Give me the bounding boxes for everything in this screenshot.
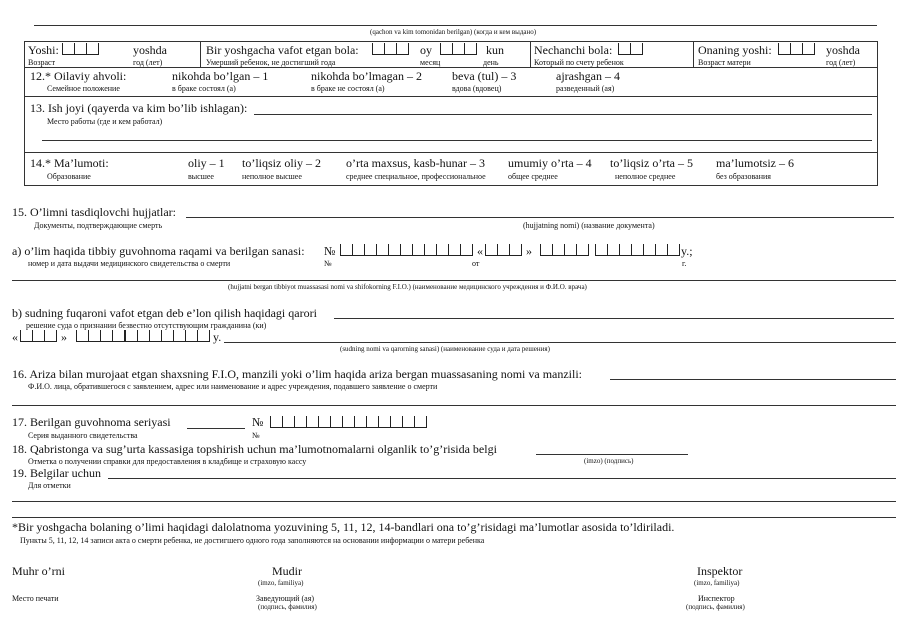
s18-sign-line[interactable] [536,454,688,455]
s15a-number-boxes[interactable] [340,244,473,256]
footnote-ru: Пункты 5, 11, 12, 14 записи акта о смерти ребенка, не достигшего одного года заполняются на основании информации о матери ребенка [20,536,485,545]
s12-label: 12.* Oilaviy ahvoli: [30,69,127,83]
s15a-day-boxes[interactable] [485,244,522,256]
age-label: Yoshi: [28,43,59,57]
head-label-ru: Заведующий (ая) [256,594,315,603]
inspector-label-ru: Инспектор [698,594,735,603]
inspector-label: Inspektor [697,564,743,578]
seal-label-ru: Место печати [12,594,59,603]
s14-opt-5[interactable]: to’liqsiz o’rta – 5 [610,156,693,170]
s14-opt-3[interactable]: o’rta maxsus, kasb-hunar – 3 [346,156,485,170]
mother-age-boxes[interactable] [778,43,815,55]
footnote-rule [12,517,896,518]
infant-label: Bir yoshgacha vafot etgan bola: [206,43,359,57]
s15b-month-boxes[interactable] [76,330,125,342]
age-boxes[interactable] [62,43,99,55]
s19-label: 19. Belgilar uchun [12,466,101,480]
s16-input-line-2[interactable] [12,405,896,406]
s15-label: 15. O’limni tasdiqlovchi hujjatlar: [12,205,176,219]
s15b-day-boxes[interactable] [20,330,57,342]
s17-label: 17. Berilgan guvohnoma seriyasi [12,415,171,429]
s15-doc-line[interactable] [186,217,894,218]
s15b-year-boxes[interactable] [125,330,210,342]
issued-caption: (qachon va kim tomonidan berilgan) (когда и кем выдано) [370,28,537,36]
footnote: *Bir yoshgacha bolaning o’limi haqidagi dalolatnoma yozuvining 5, 11, 12, 14-bandlari ona to’g’risidagi ma’lumotlar asosida to’ldiriladi. [12,520,675,534]
s19-input-line[interactable] [108,478,896,479]
s15a-year-boxes[interactable] [595,244,680,256]
s15a-month-boxes[interactable] [540,244,589,256]
s14-opt-2[interactable]: to’liqsiz oliy – 2 [242,156,321,170]
s15b-line[interactable] [334,318,894,319]
head-label: Mudir [272,564,302,578]
issued-line [34,25,877,26]
s15b-label: b) sudning fuqaroni vafot etgan deb e’lon qilish haqidagi qarori [12,306,317,320]
infant-month-boxes[interactable] [372,43,409,55]
s19-input-line-2[interactable] [12,501,896,502]
child-order-label: Nechanchi bola: [534,43,613,57]
s14-opt-4[interactable]: umumiy o’rta – 4 [508,156,592,170]
s12-opt-1[interactable]: nikohda bo’lgan – 1 [172,69,269,83]
s15a-label: a) o’lim haqida tibbiy guvohnoma raqami va berilgan sanasi: [12,244,305,258]
seal-label: Muhr o’rni [12,564,65,578]
s14-opt-6[interactable]: ma’lumotsiz – 6 [716,156,794,170]
s15a-org-line[interactable] [12,280,896,281]
s16-label: 16. Ariza bilan murojaat etgan shaxsning F.I.O, manzili yoki o’lim haqida ariza bergan muassasaning nomi va manzili: [12,367,583,381]
mother-age-label: Onaning yoshi: [698,43,772,57]
s16-input-line[interactable] [610,379,896,380]
child-order-boxes[interactable] [618,43,643,55]
s12-opt-3[interactable]: beva (tul) – 3 [452,69,517,83]
s14-opt-1[interactable]: oliy – 1 [188,156,225,170]
s12-opt-4[interactable]: ajrashgan – 4 [556,69,620,83]
s17-series-line[interactable] [187,428,245,429]
s18-label: 18. Qabristonga va sug’urta kassasiga topshirish uchun ma’lumotnomalarni olganlik to’g’risida belgi [12,442,497,456]
s13-label: 13. Ish joyi (qayerda va kim bo’lib ishlagan): [30,101,248,115]
s13-input-line[interactable] [254,114,872,115]
s17-number-boxes[interactable] [270,416,427,428]
s12-opt-2[interactable]: nikohda bo’lmagan – 2 [311,69,422,83]
s14-label: 14.* Ma’lumoti: [30,156,109,170]
s15b-court-line[interactable] [224,342,896,343]
s13-input-line-2[interactable] [42,140,872,141]
infant-day-boxes[interactable] [440,43,477,55]
